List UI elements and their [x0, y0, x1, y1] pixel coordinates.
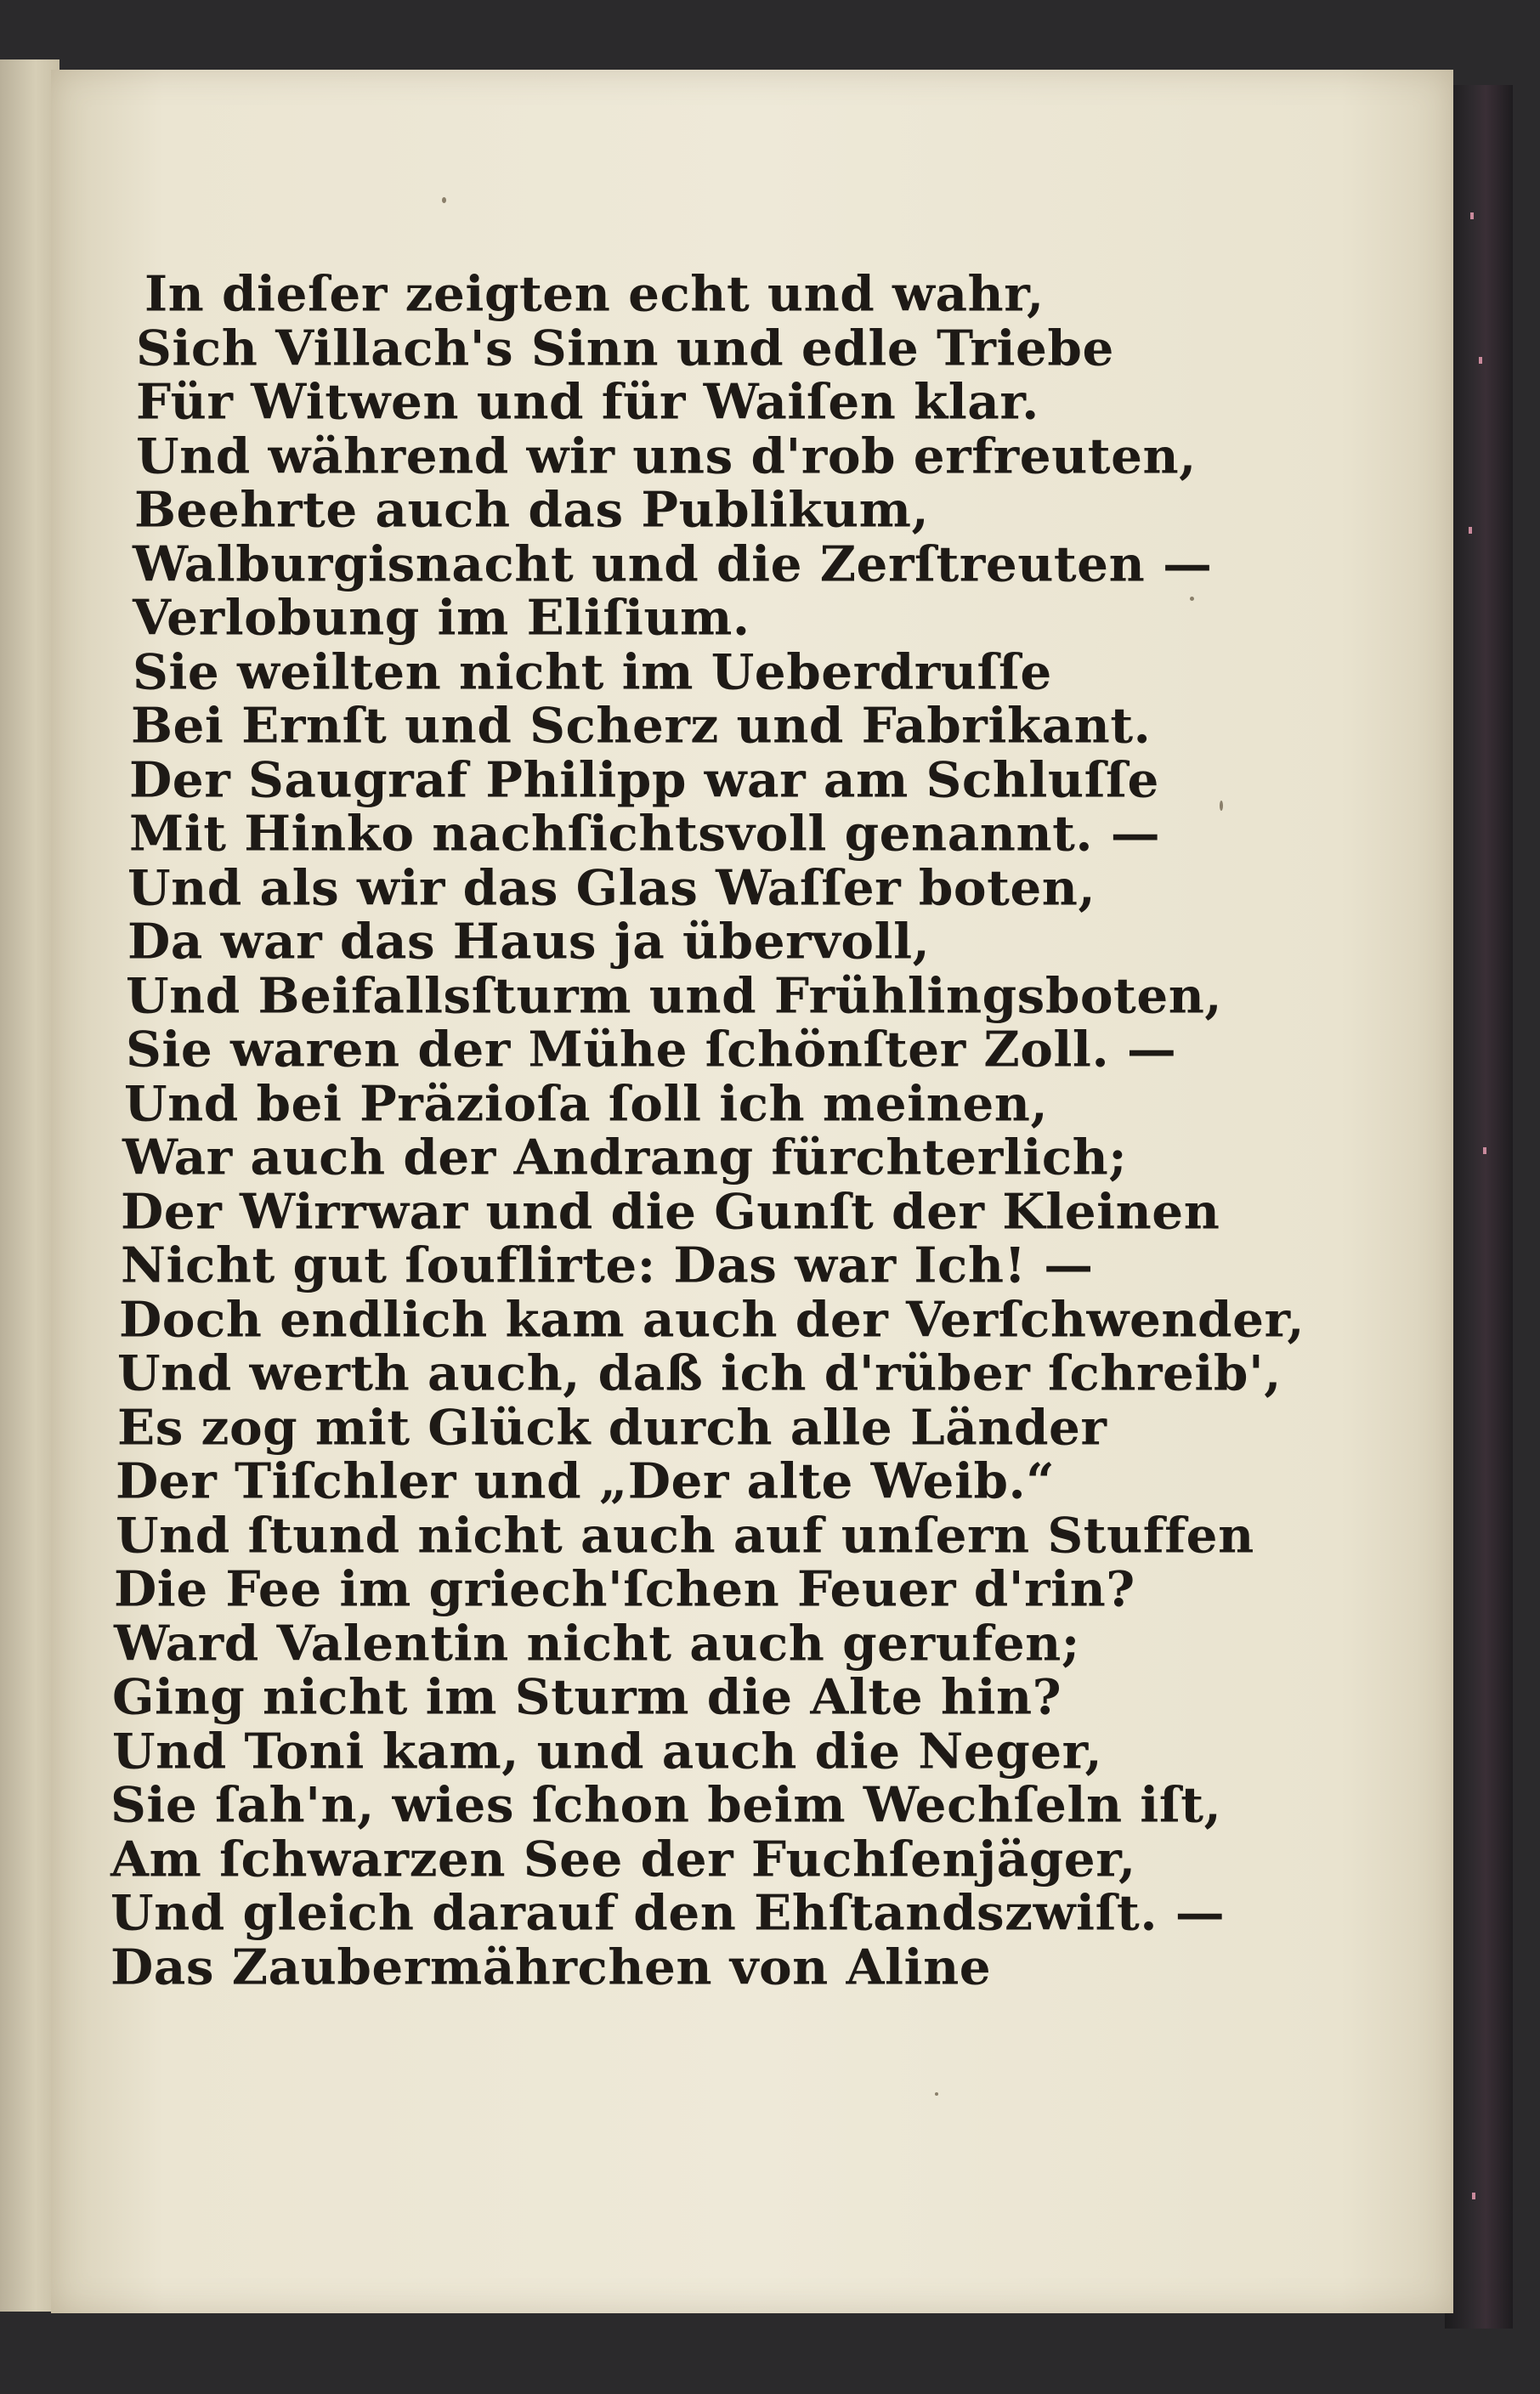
- poem-line: Ward Valentin nicht auch gerufen;: [114, 1615, 1080, 1672]
- poem-line: Und Beifallsſturm und Frühlingsboten,: [126, 967, 1223, 1024]
- poem-line: Beehrte auch das Publikum,: [134, 481, 930, 539]
- poem-line: Sie waren der Mühe ſchönſter Zoll. —: [126, 1021, 1177, 1078]
- poem-line: Und bei Präzioſa ſoll ich meinen,: [124, 1075, 1049, 1132]
- page-speck: [1220, 801, 1223, 811]
- poem-line: Sie ſah'n, wies ſchon beim Wechſeln iſt,: [110, 1776, 1222, 1834]
- poem-line: Doch endlich kam auch der Verſchwender,: [119, 1291, 1305, 1348]
- poem-line: Es zog mit Glück durch alle Länder: [117, 1399, 1107, 1456]
- poem-line: Die Fee im griech'ſchen Feuer d'rin?: [114, 1560, 1135, 1618]
- poem-line: Und werth auch, daß ich d'rüber ſchreib',: [117, 1344, 1282, 1402]
- poem-line: Der Tiſchler und „Der alte Weib.“: [116, 1452, 1056, 1510]
- poem-line: Mit Hinko nachſichtsvoll genannt. —: [129, 805, 1161, 863]
- poem-line: Das Zaubermährchen von Aline: [110, 1938, 992, 1995]
- poem-line: Bei Ernſt und Scherz und Fabrikant.: [131, 697, 1152, 755]
- poem-line: Und gleich darauf den Ehſtandszwiſt. —: [110, 1884, 1226, 1942]
- poem-line: Am ſchwarzen See der Fuchſenjäger,: [110, 1831, 1136, 1887]
- poem-line: Und ſtund nicht auch auf unſern Stuffen: [116, 1507, 1254, 1564]
- poem-line: Und Toni kam, und auch die Neger,: [112, 1723, 1103, 1780]
- poem-line: In dieſer zeigten echt und wahr,: [144, 265, 1045, 323]
- poem-line: Walburgisnacht und die Zerſtreuten —: [133, 535, 1213, 592]
- poem-line: Der Wirrwar und die Gunſt der Kleinen: [121, 1183, 1220, 1240]
- page-speck: [442, 197, 446, 203]
- page-speck: [935, 2092, 938, 2096]
- poem-line: Nicht gut ſouflirte: Das war Ich! —: [121, 1237, 1094, 1294]
- poem-line: Da war das Haus ja übervoll,: [127, 913, 931, 971]
- poem-line: War auch der Andrang fürchterlich;: [122, 1129, 1128, 1186]
- poem-line: Sie weilten nicht im Ueberdruſſe: [133, 643, 1052, 700]
- book-spine: [1445, 85, 1513, 2329]
- poem-line: Und während wir uns d'rob erfreuten,: [136, 427, 1197, 484]
- poem-line: Und als wir das Glas Waſſer boten,: [127, 859, 1096, 916]
- poem-text: [110, 265, 1305, 1995]
- poem-line: Verlobung im Eliſium.: [133, 589, 750, 647]
- poem-line: Sich Villach's Sinn und edle Triebe: [136, 320, 1114, 376]
- poem-line: Der Saugraf Philipp war am Schluſſe: [129, 751, 1159, 808]
- poem-line: Ging nicht im Sturm die Alte hin?: [112, 1668, 1062, 1726]
- poem-line: Für Witwen und für Waiſen klar.: [136, 373, 1039, 431]
